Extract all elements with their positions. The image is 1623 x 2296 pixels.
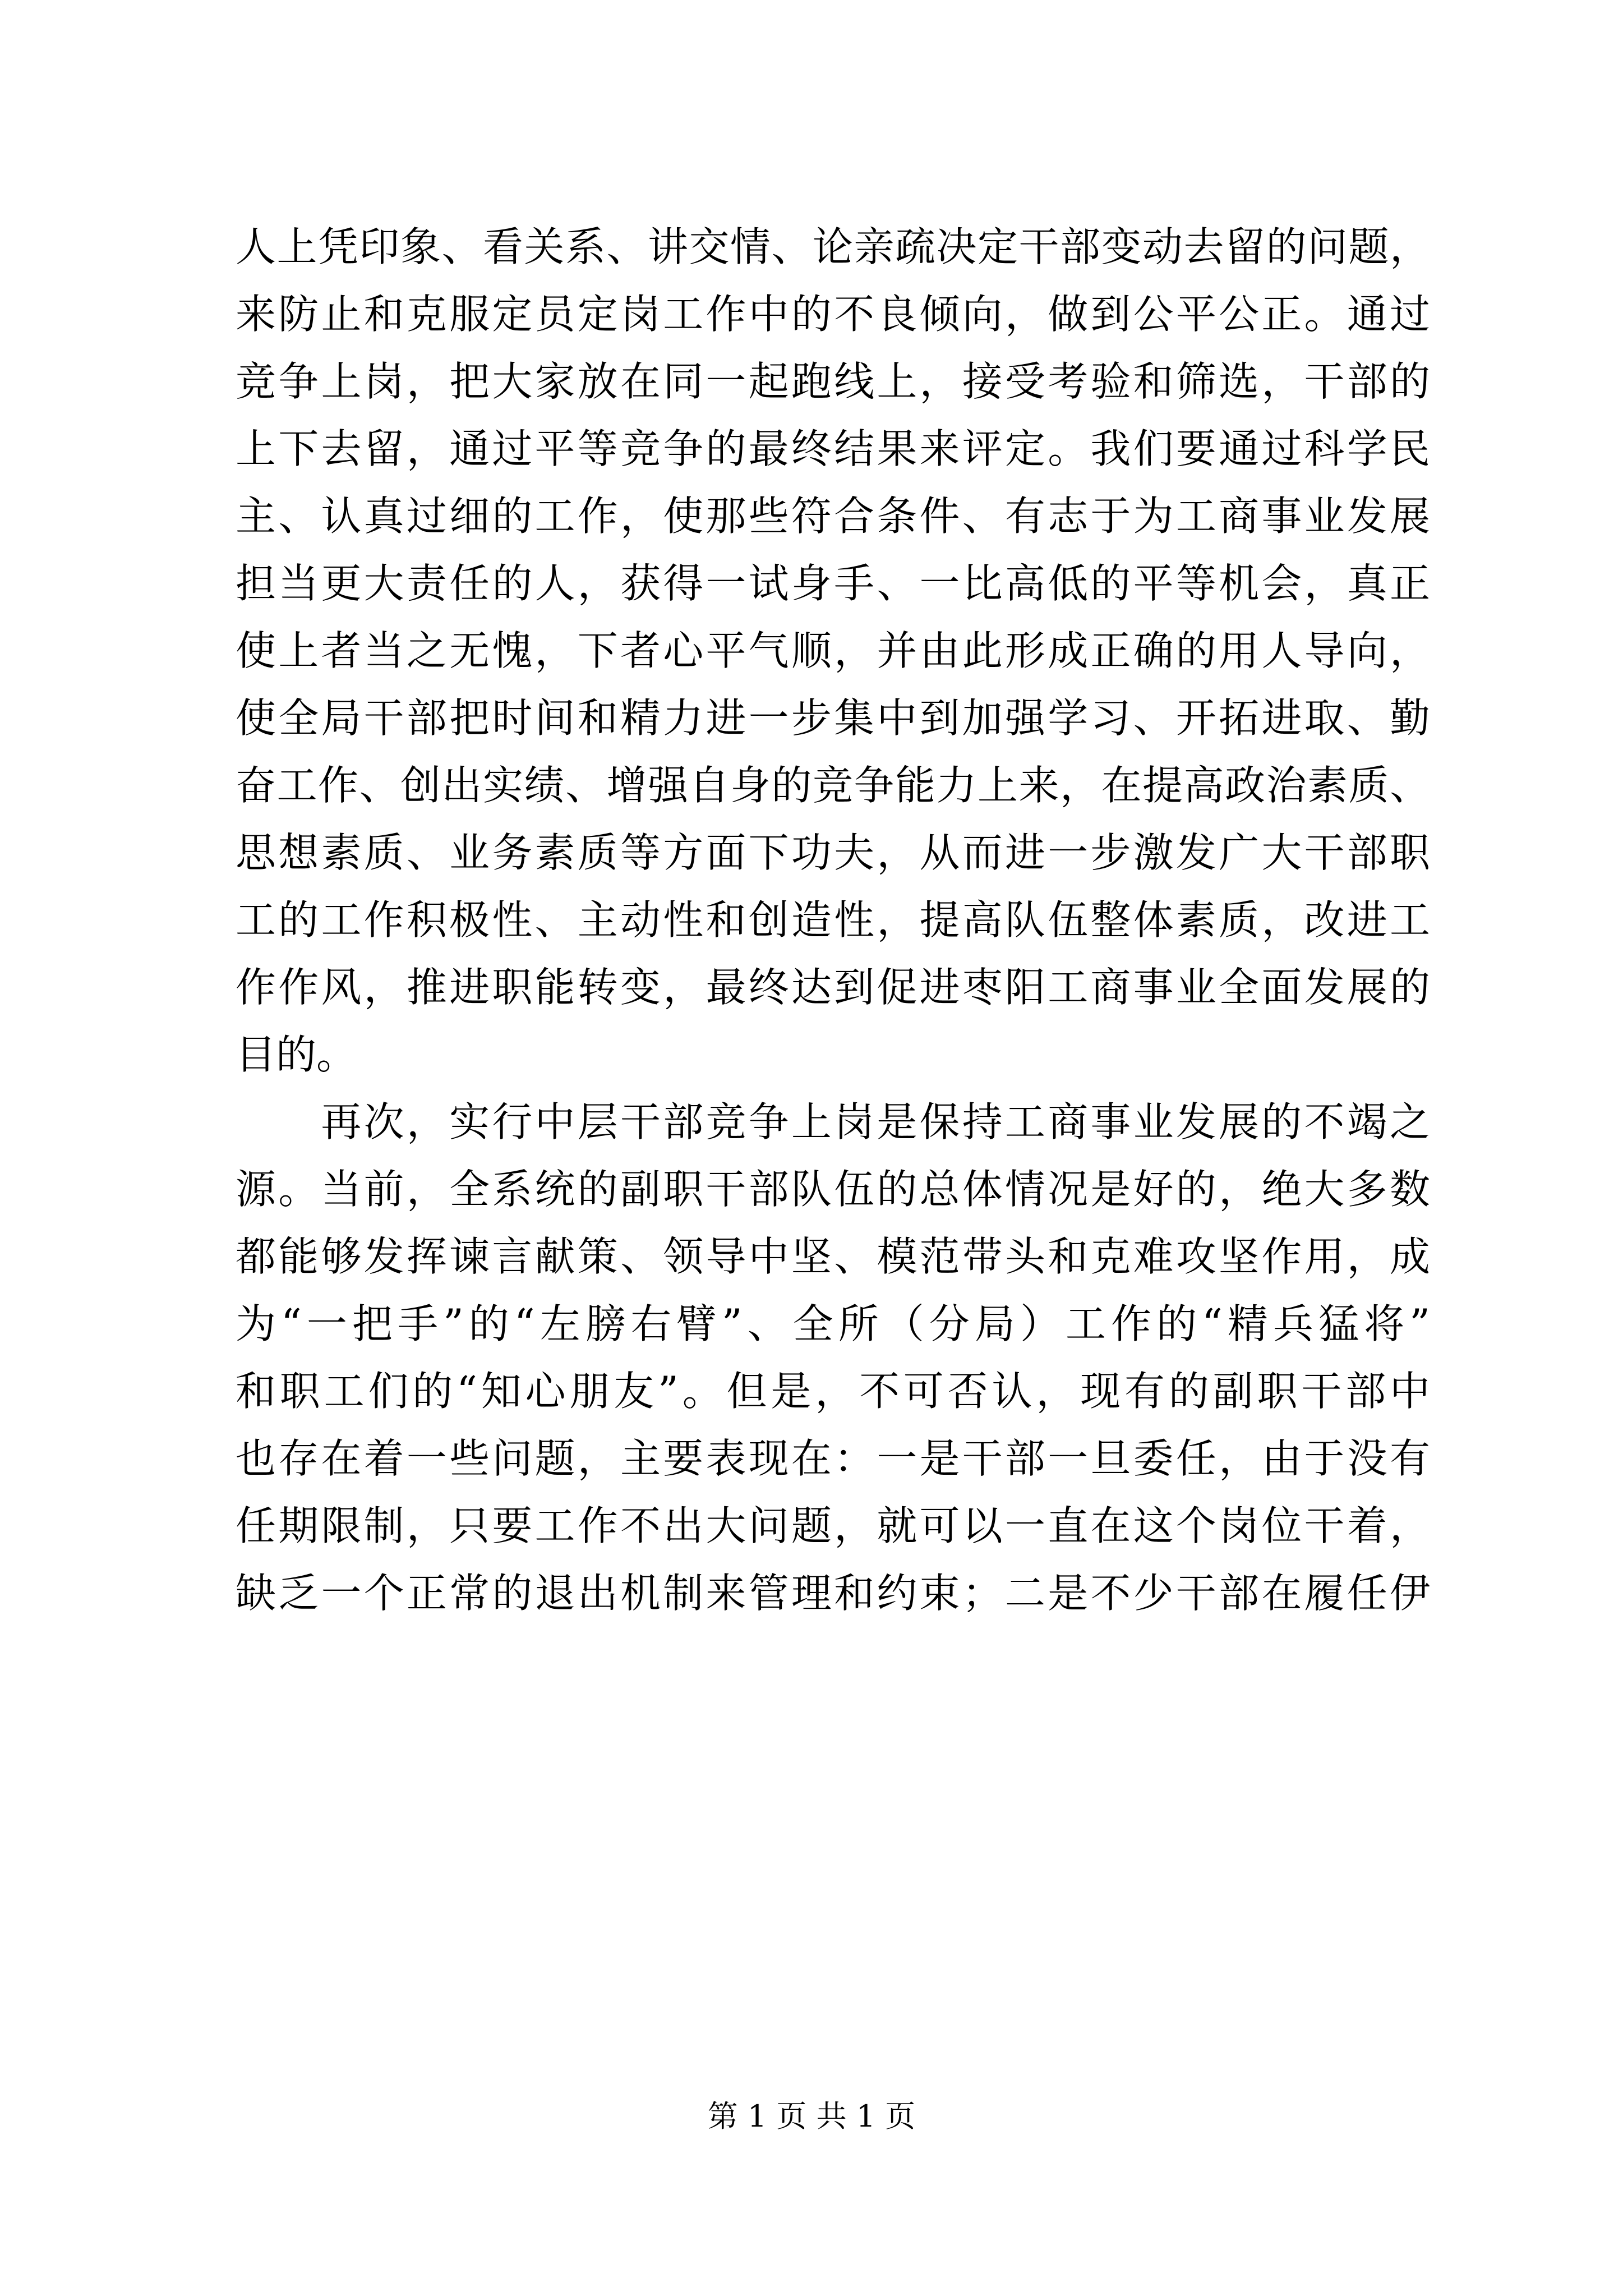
- paragraph-1-line-1: 人上凭印象、看关系、讲交情、论亲疏决定干部变动去留的问题，: [236, 223, 1430, 270]
- paragraph-2-line-3: 都能够发挥谏言献策、领导中坚、模范带头和克难攻坚作用，成: [236, 1233, 1430, 1280]
- paragraph-1-line-10: 思想素质、业务素质等方面下功夫，从而进一步激发广大干部职: [236, 829, 1430, 876]
- page-number-label: 第 1 页 共 1 页: [707, 2099, 916, 2134]
- paragraph-2-line-4: 为“一把手”的“左膀右臂”、全所（分局）工作的“精兵猛将”: [236, 1300, 1430, 1347]
- paragraph-2-line-8: 缺乏一个正常的退出机制来管理和约束；二是不少干部在履任伊: [236, 1570, 1430, 1617]
- paragraph-1-line-4: 上下去留，通过平等竞争的最终结果来评定。我们要通过科学民: [236, 425, 1430, 472]
- document-body: [236, 213, 1430, 1627]
- paragraph-1-line-9: 奋工作、创出实绩、增强自身的竞争能力上来，在提高政治素质、: [236, 762, 1430, 809]
- paragraph-2-line-2: 源。当前，全系统的副职干部队伍的总体情况是好的，绝大多数: [236, 1166, 1430, 1213]
- page-footer: [0, 2097, 1623, 2136]
- paragraph-2-line-7: 任期限制，只要工作不出大问题，就可以一直在这个岗位干着，: [236, 1502, 1430, 1549]
- paragraph-1-line-12: 作作风，推进职能转变，最终达到促进枣阳工商事业全面发展的: [236, 964, 1430, 1011]
- paragraph-2-line-6: 也存在着一些问题，主要表现在：一是干部一旦委任，由于没有: [236, 1435, 1430, 1482]
- paragraph-2-line-1: 再次，实行中层干部竞争上岗是保持工商事业发展的不竭之: [236, 1098, 1430, 1145]
- paragraph-1-line-8: 使全局干部把时间和精力进一步集中到加强学习、开拓进取、勤: [236, 694, 1430, 742]
- paragraph-1-line-3: 竞争上岗，把大家放在同一起跑线上，接受考验和筛选，干部的: [236, 358, 1430, 405]
- paragraph-2-line-5: 和职工们的“知心朋友”。但是，不可否认，现有的副职干部中: [236, 1368, 1430, 1415]
- paragraph-1-line-5: 主、认真过细的工作，使那些符合条件、有志于为工商事业发展: [236, 493, 1430, 540]
- paragraph-1-line-13: 目的。: [236, 1031, 357, 1078]
- paragraph-1-line-7: 使上者当之无愧，下者心平气顺，并由此形成正确的用人导向，: [236, 627, 1430, 674]
- paragraph-1-line-11: 工的工作积极性、主动性和创造性，提高队伍整体素质，改进工: [236, 896, 1430, 944]
- paragraph-1-line-6: 担当更大责任的人，获得一试身手、一比高低的平等机会，真正: [236, 560, 1430, 607]
- paragraph-1-line-2: 来防止和克服定员定岗工作中的不良倾向，做到公平公正。通过: [236, 291, 1430, 338]
